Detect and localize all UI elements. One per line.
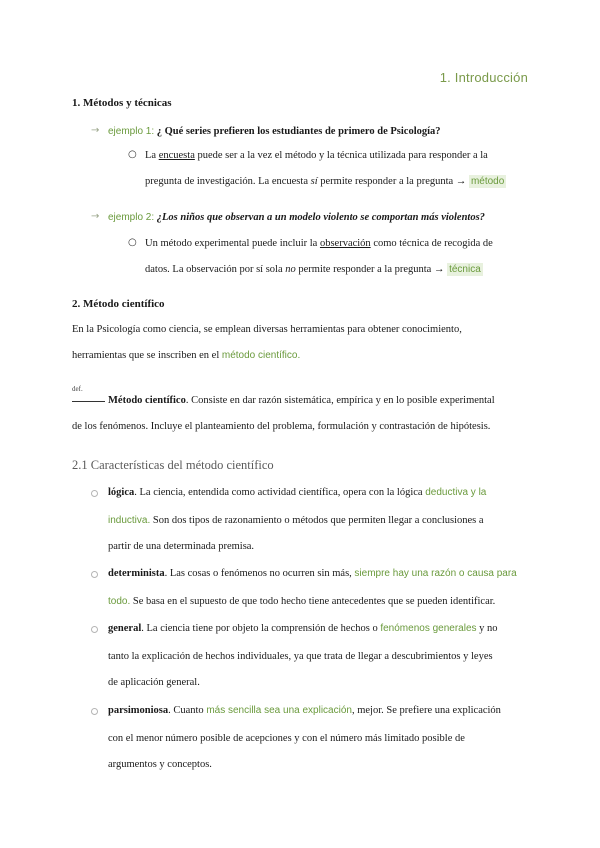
circle-bullet-icon <box>91 626 98 633</box>
example-2-question: ¿Los niños que observan a un modelo violento se comportan <box>156 212 422 223</box>
item-general-line-1 <box>108 622 498 635</box>
example-2-text-line-1 <box>145 237 493 250</box>
item-parsimoniosa-line-2: con el menor número posible de acepciones y con el número más limitado posible de <box>108 733 465 744</box>
circle-bullet-icon: ○ <box>128 237 137 248</box>
italic-word: sí <box>310 176 318 187</box>
item-general-line-2: tanto la explicación de hechos individuales, ya que trata de llegar a descubrimientos y leyes <box>108 651 493 662</box>
text: permite responder a la pregunta → <box>295 264 448 275</box>
definition-label: def. <box>72 385 83 393</box>
example-1-label: ejemplo 1: <box>108 126 155 137</box>
text: . La ciencia, entendida como actividad científica, opera con la lógica <box>134 487 426 498</box>
item-logica-line-3: partir de una determinada premisa. <box>108 541 255 552</box>
text: como técnica de recogida de <box>370 238 493 249</box>
example-1-text-line-1 <box>145 149 488 162</box>
text: . La ciencia tiene por objeto la comprensión de hechos o <box>141 623 381 634</box>
item-logica-line-1 <box>108 486 486 499</box>
green-text: siempre hay una razón o causa para <box>354 568 517 579</box>
example-1-question: ¿ Qué series prefieren los estudiantes de primero de Psicología? <box>156 126 441 137</box>
italic-word: no <box>285 264 296 275</box>
highlight-tecnica: técnica <box>449 264 481 275</box>
definition-term: Método científico <box>108 395 186 406</box>
item-parsimoniosa-line-1 <box>108 704 501 717</box>
section-2-title: 2. Método científico <box>72 298 165 310</box>
circle-bullet-icon: ○ <box>128 149 137 160</box>
example-2-line <box>108 211 485 224</box>
section-2-paragraph-line-2 <box>72 349 300 362</box>
arrow-icon: → <box>91 211 100 222</box>
circle-bullet-icon <box>91 571 98 578</box>
text: permite responder a la pregunta → <box>317 176 469 187</box>
text: pregunta de investigación. La encuesta <box>145 176 311 187</box>
text: . Cuanto <box>168 705 207 716</box>
text: puede ser a la vez el método y la técnica utilizada para responder a la <box>194 150 488 161</box>
item-term: lógica <box>108 487 135 498</box>
example-1-text-line-2 <box>145 175 506 188</box>
definition-line-2: de los fenómenos. Incluye el planteamiento del problema, formulación y contrastación de hipótesis. <box>72 421 491 432</box>
green-text: deductiva y la <box>425 487 487 498</box>
underlined-term: observación <box>319 238 371 249</box>
item-logica-line-2 <box>108 514 484 527</box>
item-term: general <box>108 623 142 634</box>
item-term: parsimoniosa <box>108 705 169 716</box>
definition-line-1 <box>108 394 495 407</box>
circle-bullet-icon <box>91 708 98 715</box>
text: y no <box>476 623 498 634</box>
text: La <box>145 150 159 161</box>
arrow-icon: → <box>91 125 100 136</box>
example-2-text-line-2 <box>145 263 483 276</box>
green-text: inductiva. <box>108 515 151 526</box>
example-2-question-end: violentos? <box>438 212 485 223</box>
item-determinista-line-2 <box>108 595 495 608</box>
text: herramientas que se inscriben en el <box>72 350 222 361</box>
item-general-line-3: de aplicación general. <box>108 677 200 688</box>
link-metodo-cientifico: método científico. <box>221 350 301 361</box>
text: , mejor. Se prefiere una explicación <box>351 705 501 716</box>
subsection-2-1-title: 2.1 Características del método científico <box>72 458 274 472</box>
example-2-label: ejemplo 2: <box>108 212 155 223</box>
section-2-paragraph-line-1: En la Psicología como ciencia, se emplean diversas herramientas para obtener conocimiento, <box>72 324 462 335</box>
text: Se basa en el supuesto de que todo hecho tiene antecedentes que se pueden identificar. <box>130 596 496 607</box>
green-text: más sencilla sea una explicación <box>206 705 352 716</box>
item-parsimoniosa-line-3: argumentos y conceptos. <box>108 759 212 770</box>
example-1-line <box>108 125 441 138</box>
underlined-term: encuesta <box>158 150 195 161</box>
text: datos. La observación por sí sola <box>145 264 286 275</box>
example-2-question-emph: más <box>421 212 439 223</box>
text: . Las cosas o fenómenos no ocurren sin más, <box>164 568 355 579</box>
circle-bullet-icon <box>91 490 98 497</box>
green-text: todo. <box>108 596 131 607</box>
item-determinista-line-1 <box>108 567 517 580</box>
text: . Consiste en dar razón sistemática, empírica y en lo posible experimental <box>185 395 495 406</box>
text: Un método experimental puede incluir la <box>145 238 320 249</box>
text: Son dos tipos de razonamiento o métodos que permiten llegar a conclusiones a <box>150 515 484 526</box>
definition-rule <box>72 401 105 402</box>
item-term: determinista <box>108 568 165 579</box>
page-header-title: 1. Introducción <box>439 70 528 85</box>
highlight-metodo: método <box>470 176 505 187</box>
section-1-title: 1. Métodos y técnicas <box>72 97 172 109</box>
green-text: fenómenos generales <box>380 623 477 634</box>
